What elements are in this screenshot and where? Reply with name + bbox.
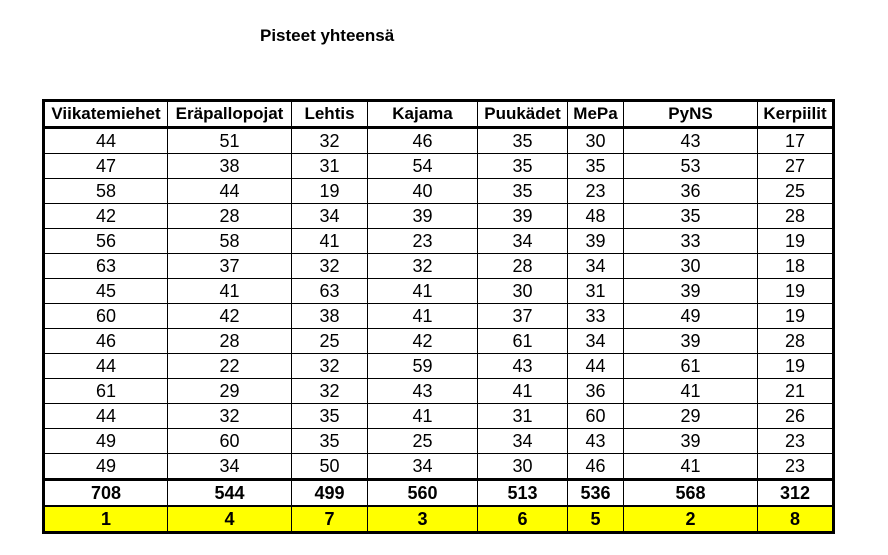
table-cell: 37 bbox=[168, 254, 292, 279]
totals-row-cell: 560 bbox=[368, 480, 478, 507]
table-cell: 38 bbox=[168, 154, 292, 179]
table-cell: 41 bbox=[368, 404, 478, 429]
table-cell: 45 bbox=[44, 279, 168, 304]
table-cell: 23 bbox=[568, 179, 624, 204]
table-cell: 30 bbox=[568, 128, 624, 154]
table-cell: 23 bbox=[758, 454, 834, 480]
table-cell: 19 bbox=[292, 179, 368, 204]
table-cell: 25 bbox=[292, 329, 368, 354]
table-row bbox=[44, 279, 834, 304]
column-header: Viikatemiehet bbox=[44, 101, 168, 128]
table-cell: 35 bbox=[568, 154, 624, 179]
table-cell: 41 bbox=[624, 379, 758, 404]
table-cell: 41 bbox=[368, 304, 478, 329]
table-cell: 61 bbox=[478, 329, 568, 354]
totals-row bbox=[44, 480, 834, 507]
table-cell: 47 bbox=[44, 154, 168, 179]
table-cell: 34 bbox=[568, 329, 624, 354]
table-row bbox=[44, 179, 834, 204]
table-row bbox=[44, 379, 834, 404]
table-cell: 17 bbox=[758, 128, 834, 154]
rank-row-cell: 8 bbox=[758, 506, 834, 533]
table-cell: 60 bbox=[168, 429, 292, 454]
table-cell: 34 bbox=[168, 454, 292, 480]
table-cell: 32 bbox=[292, 379, 368, 404]
table-cell: 32 bbox=[368, 254, 478, 279]
table-row bbox=[44, 404, 834, 429]
table-cell: 35 bbox=[478, 154, 568, 179]
table-cell: 28 bbox=[758, 329, 834, 354]
table-cell: 61 bbox=[624, 354, 758, 379]
table-cell: 39 bbox=[624, 429, 758, 454]
table-cell: 42 bbox=[44, 204, 168, 229]
table-cell: 32 bbox=[292, 254, 368, 279]
page-title: Pisteet yhteensä bbox=[260, 26, 395, 45]
rank-row-cell: 2 bbox=[624, 506, 758, 533]
table-cell: 43 bbox=[568, 429, 624, 454]
table-cell: 43 bbox=[478, 354, 568, 379]
table-cell: 54 bbox=[368, 154, 478, 179]
table-row bbox=[44, 304, 834, 329]
table-cell: 41 bbox=[478, 379, 568, 404]
table-row bbox=[44, 429, 834, 454]
table-cell: 46 bbox=[568, 454, 624, 480]
table-cell: 34 bbox=[478, 229, 568, 254]
rank-row-cell: 4 bbox=[168, 506, 292, 533]
table-cell: 35 bbox=[624, 204, 758, 229]
table-cell: 36 bbox=[568, 379, 624, 404]
table-cell: 41 bbox=[168, 279, 292, 304]
table-cell: 49 bbox=[624, 304, 758, 329]
rank-row-cell: 3 bbox=[368, 506, 478, 533]
rank-row-cell: 7 bbox=[292, 506, 368, 533]
table-cell: 41 bbox=[624, 454, 758, 480]
table-cell: 37 bbox=[478, 304, 568, 329]
table-cell: 32 bbox=[292, 128, 368, 154]
table-cell: 30 bbox=[478, 454, 568, 480]
table-cell: 30 bbox=[478, 279, 568, 304]
table-cell: 44 bbox=[44, 128, 168, 154]
totals-row-cell: 513 bbox=[478, 480, 568, 507]
rank-row-cell: 5 bbox=[568, 506, 624, 533]
table-cell: 36 bbox=[624, 179, 758, 204]
score-table bbox=[42, 99, 835, 534]
table-cell: 23 bbox=[758, 429, 834, 454]
table-row bbox=[44, 229, 834, 254]
table-cell: 23 bbox=[368, 229, 478, 254]
table-cell: 32 bbox=[168, 404, 292, 429]
table-cell: 46 bbox=[44, 329, 168, 354]
table-cell: 26 bbox=[758, 404, 834, 429]
table-cell: 39 bbox=[368, 204, 478, 229]
rank-row-cell: 1 bbox=[44, 506, 168, 533]
column-header: Puukädet bbox=[478, 101, 568, 128]
table-cell: 39 bbox=[624, 329, 758, 354]
table-cell: 44 bbox=[44, 404, 168, 429]
table-cell: 27 bbox=[758, 154, 834, 179]
totals-row-cell: 544 bbox=[168, 480, 292, 507]
rank-row bbox=[44, 506, 834, 533]
table-cell: 39 bbox=[478, 204, 568, 229]
table-cell: 28 bbox=[758, 204, 834, 229]
table-cell: 25 bbox=[368, 429, 478, 454]
table-cell: 34 bbox=[568, 254, 624, 279]
table-cell: 60 bbox=[44, 304, 168, 329]
table-cell: 63 bbox=[292, 279, 368, 304]
table-cell: 21 bbox=[758, 379, 834, 404]
table-cell: 63 bbox=[44, 254, 168, 279]
totals-row-cell: 499 bbox=[292, 480, 368, 507]
table-row bbox=[44, 204, 834, 229]
table-cell: 49 bbox=[44, 454, 168, 480]
table-cell: 38 bbox=[292, 304, 368, 329]
table-cell: 41 bbox=[368, 279, 478, 304]
table-cell: 40 bbox=[368, 179, 478, 204]
table-cell: 58 bbox=[44, 179, 168, 204]
table-cell: 56 bbox=[44, 229, 168, 254]
column-header: Lehtis bbox=[292, 101, 368, 128]
column-header: PyNS bbox=[624, 101, 758, 128]
table-cell: 19 bbox=[758, 229, 834, 254]
table-cell: 41 bbox=[292, 229, 368, 254]
table-cell: 53 bbox=[624, 154, 758, 179]
table-cell: 31 bbox=[478, 404, 568, 429]
table-cell: 49 bbox=[44, 429, 168, 454]
table-cell: 31 bbox=[292, 154, 368, 179]
totals-row-cell: 568 bbox=[624, 480, 758, 507]
table-cell: 44 bbox=[44, 354, 168, 379]
table-cell: 51 bbox=[168, 128, 292, 154]
table-cell: 44 bbox=[568, 354, 624, 379]
table-cell: 58 bbox=[168, 229, 292, 254]
header-row bbox=[44, 101, 834, 128]
table-cell: 39 bbox=[624, 279, 758, 304]
table-body bbox=[44, 128, 834, 533]
table-cell: 43 bbox=[368, 379, 478, 404]
table-cell: 33 bbox=[624, 229, 758, 254]
table-cell: 43 bbox=[624, 128, 758, 154]
table-row bbox=[44, 254, 834, 279]
table-cell: 42 bbox=[168, 304, 292, 329]
table-row bbox=[44, 329, 834, 354]
table-cell: 29 bbox=[168, 379, 292, 404]
table-cell: 18 bbox=[758, 254, 834, 279]
table-cell: 33 bbox=[568, 304, 624, 329]
totals-row-cell: 536 bbox=[568, 480, 624, 507]
column-header: MePa bbox=[568, 101, 624, 128]
table-cell: 48 bbox=[568, 204, 624, 229]
table-cell: 28 bbox=[478, 254, 568, 279]
table-cell: 60 bbox=[568, 404, 624, 429]
table-cell: 35 bbox=[478, 179, 568, 204]
table-cell: 28 bbox=[168, 329, 292, 354]
table-cell: 29 bbox=[624, 404, 758, 429]
table-cell: 50 bbox=[292, 454, 368, 480]
table-row bbox=[44, 354, 834, 379]
table-cell: 61 bbox=[44, 379, 168, 404]
table-cell: 42 bbox=[368, 329, 478, 354]
table-row bbox=[44, 454, 834, 480]
rank-row-cell: 6 bbox=[478, 506, 568, 533]
table-cell: 39 bbox=[568, 229, 624, 254]
totals-row-cell: 708 bbox=[44, 480, 168, 507]
table-cell: 32 bbox=[292, 354, 368, 379]
table-cell: 31 bbox=[568, 279, 624, 304]
table-cell: 46 bbox=[368, 128, 478, 154]
column-header: Kerpiilit bbox=[758, 101, 834, 128]
table-cell: 34 bbox=[368, 454, 478, 480]
table-cell: 19 bbox=[758, 279, 834, 304]
table-cell: 19 bbox=[758, 304, 834, 329]
table-cell: 35 bbox=[478, 128, 568, 154]
table-cell: 19 bbox=[758, 354, 834, 379]
table-cell: 59 bbox=[368, 354, 478, 379]
table-cell: 25 bbox=[758, 179, 834, 204]
table-cell: 22 bbox=[168, 354, 292, 379]
table-cell: 30 bbox=[624, 254, 758, 279]
totals-row-cell: 312 bbox=[758, 480, 834, 507]
table-cell: 35 bbox=[292, 404, 368, 429]
table-cell: 44 bbox=[168, 179, 292, 204]
table-cell: 34 bbox=[292, 204, 368, 229]
table-cell: 34 bbox=[478, 429, 568, 454]
table-row bbox=[44, 128, 834, 154]
table-row bbox=[44, 154, 834, 179]
table-cell: 28 bbox=[168, 204, 292, 229]
column-header: Kajama bbox=[368, 101, 478, 128]
table-cell: 35 bbox=[292, 429, 368, 454]
column-header: Eräpallopojat bbox=[168, 101, 292, 128]
